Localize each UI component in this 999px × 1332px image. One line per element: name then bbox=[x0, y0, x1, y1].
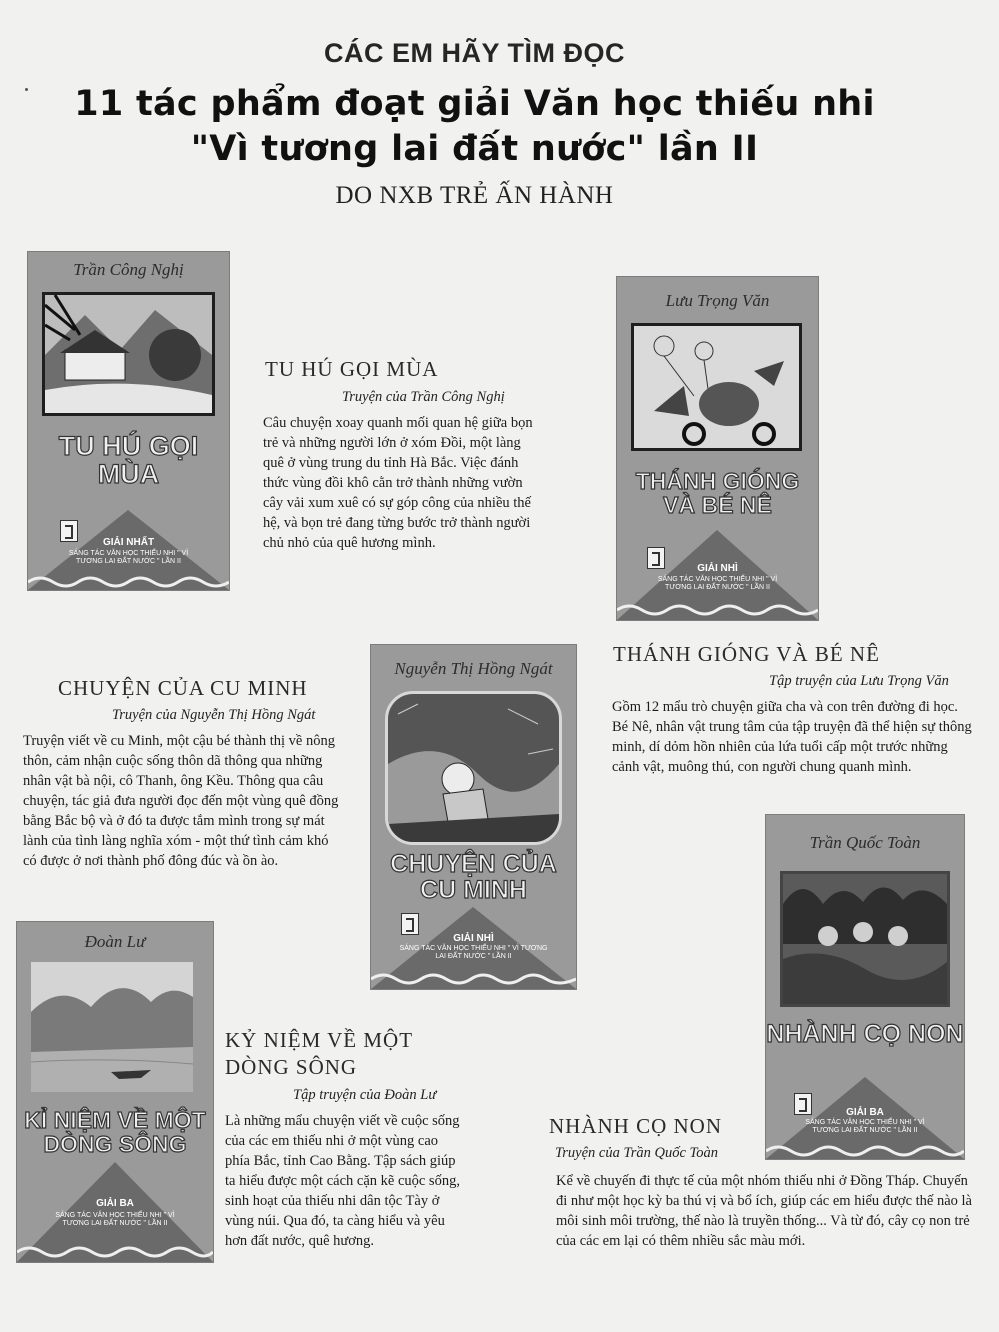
cover-author: Đoàn Lư bbox=[84, 932, 146, 951]
page-kicker: CÁC EM HÃY TÌM ĐỌC bbox=[323, 38, 625, 68]
cover-prize-caption: SÁNG TÁC VĂN HỌC THIẾU NHI " VÌ TƯƠNG LAI ĐẤT NƯỚC " LẦN II bbox=[805, 1119, 925, 1134]
cover-title: TU HÚ GỌI MÙA bbox=[58, 431, 199, 490]
cover-prize: GIẢI BA bbox=[96, 1198, 134, 1209]
cover-prize-caption: SÁNG TÁC VĂN HỌC THIẾU NHI " VÌ TƯƠNG LAI ĐẤT NƯỚC " LẦN II bbox=[68, 550, 189, 565]
book-title-thanh-giong-va-be-ne: THÁNH GIÓNG VÀ BÉ NÊ bbox=[613, 642, 880, 666]
book-cover-ky-niem-ve-mot-dong-song bbox=[17, 922, 213, 1262]
cover-title: THÁNH GIÓNG VÀ BÉ NÊ bbox=[635, 468, 800, 519]
cover-title: KỈ NIỆM VỀ MỘT DÒNG SÔNG bbox=[24, 1107, 206, 1158]
book-title-nhanh-co-non: NHÀNH CỌ NON bbox=[549, 1114, 722, 1138]
cover-prize-caption: SÁNG TÁC VĂN HỌC THIẾU NHI " VÌ TƯƠNG LAI ĐẤT NƯỚC " LẦN II bbox=[55, 1212, 175, 1227]
cover-prize: GIẢI NHẤT bbox=[102, 537, 155, 548]
cover-title: CHUYỆN CỦA CU MINH bbox=[390, 850, 557, 905]
cover-pyramid bbox=[617, 530, 818, 620]
book-title-ky-niem-ve-mot-dong-song: KỶ NIỆM VỀ MỘT DÒNG SÔNG bbox=[225, 1028, 413, 1079]
cover-prize-caption: SÁNG TÁC VĂN HỌC THIẾU NHI " VÌ TƯƠNG LAI ĐẤT NƯỚC " LẦN II bbox=[657, 576, 778, 591]
cover-illustration bbox=[780, 871, 950, 1007]
cover-prize: GIẢI NHÌ bbox=[697, 563, 738, 574]
cover-illustration bbox=[42, 292, 215, 416]
cover-illustration bbox=[31, 962, 193, 1092]
cover-illustration bbox=[631, 323, 802, 451]
cover-prize: GIẢI BA bbox=[846, 1107, 884, 1118]
page-title-line-2: "Vì tương lai đất nước" lần II bbox=[190, 129, 759, 169]
cover-illustration bbox=[385, 691, 562, 845]
book-byline-chuyen-cua-cu-minh: Truyện của Nguyễn Thị Hồng Ngát bbox=[112, 707, 316, 723]
book-title-tu-hu-goi-mua: TU HÚ GỌI MÙA bbox=[265, 357, 439, 381]
book-description-chuyen-cua-cu-minh: Truyện viết về cu Minh, một cậu bé thành thị về nông thôn, cảm nhận cuộc sống thôn dã thông qua những nhân vật bà nội, cô Thanh, ông Kều. Thông qua câu chuyện, tác giả đưa người đọc đến một vùng quê đồng bằng Bắc bộ và ở đó ta được tắm mình trong sự mát lành của tình làng nghĩa xóm - một thứ tình cảm khó có được ở nơi thành phố đông đúc và ồn ào. bbox=[23, 733, 339, 869]
cover-pyramid bbox=[766, 1077, 964, 1159]
book-description-nhanh-co-non: Kể về chuyến đi thực tế của một nhóm thiếu nhi ở Đồng Tháp. Chuyến đi như một học kỳ ba thú vị và bổ ích, giúp các em hiểu được thế nào là môi sinh môi trường, thế nào là truyền thống... Và từ đó, cây cọ non trẻ của các em lại có thêm nhiều sắc màu mới. bbox=[556, 1173, 972, 1249]
book-cover-chuyen-cua-cu-minh bbox=[371, 645, 576, 989]
book-description-thanh-giong-va-be-ne: Gồm 12 mẩu trò chuyện giữa cha và con trên đường đi học. Bé Nê, nhân vật trung tâm của tập truyện đã thể hiện sự thông minh, dí dỏm hồn nhiên của lứa tuổi cấp một trước những cảnh vật, muông thú, con người chung quanh mình. bbox=[612, 699, 972, 775]
book-cover-thanh-giong-va-be-ne bbox=[617, 277, 818, 620]
page-subtitle: DO NXB TRẺ ẤN HÀNH bbox=[335, 182, 614, 209]
cover-author: Lưu Trọng Văn bbox=[665, 291, 770, 310]
book-cover-tu-hu-goi-mua bbox=[28, 252, 229, 590]
cover-title: NHÀNH CỌ NON bbox=[766, 1020, 964, 1048]
cover-author: Trần Công Nghị bbox=[73, 260, 184, 279]
book-byline-thanh-giong-va-be-ne: Tập truyện của Lưu Trọng Văn bbox=[769, 673, 949, 689]
book-title-chuyen-cua-cu-minh: CHUYỆN CỦA CU MINH bbox=[58, 676, 308, 700]
book-byline-ky-niem-ve-mot-dong-song: Tập truyện của Đoàn Lư bbox=[293, 1087, 437, 1103]
page-title-line-1: 11 tác phẩm đoạt giải Văn học thiếu nhi bbox=[74, 84, 875, 124]
book-byline-nhanh-co-non: Truyện của Trần Quốc Toàn bbox=[555, 1145, 719, 1161]
book-description-tu-hu-goi-mua: Câu chuyện xoay quanh mối quan hệ giữa bọn trẻ và những người lớn ở xóm Đồi, một làng quê ở vùng trung du tỉnh Hà Bắc. Việc đánh thức vùng đồi khô cằn trở thành những vườn cây vải xum xuê có sự góp công của nhiều thế hệ, và bọn trẻ đang từng bước trở thành người chủ nhỏ của quê hương mình. bbox=[263, 415, 533, 551]
publisher-logo-icon bbox=[401, 913, 419, 935]
cover-prize: GIẢI NHÌ bbox=[453, 933, 494, 944]
cover-author: Trần Quốc Toàn bbox=[809, 833, 921, 852]
cover-prize-caption: SÁNG TÁC VĂN HỌC THIẾU NHI " VÌ TƯƠNG LAI ĐẤT NƯỚC " LẦN II bbox=[399, 945, 548, 960]
book-cover-nhanh-co-non bbox=[766, 815, 964, 1159]
book-byline-tu-hu-goi-mua: Truyện của Trần Công Nghị bbox=[342, 389, 505, 405]
book-description-ky-niem-ve-mot-dong-song: Là những mẩu chuyện viết về cuộc sống của các em thiếu nhi ở một vùng cao phía Bắc, tỉnh Cao Bằng. Tập sách giúp ta hiểu được một cách cặn kẽ cuộc sống, sinh hoạt của thiếu nhi dân tộc Tày ở vùng núi. Qua đó, ta càng hiểu và yêu hơn đất nước, quê hương. bbox=[225, 1113, 460, 1249]
cover-author: Nguyễn Thị Hồng Ngát bbox=[394, 659, 553, 678]
